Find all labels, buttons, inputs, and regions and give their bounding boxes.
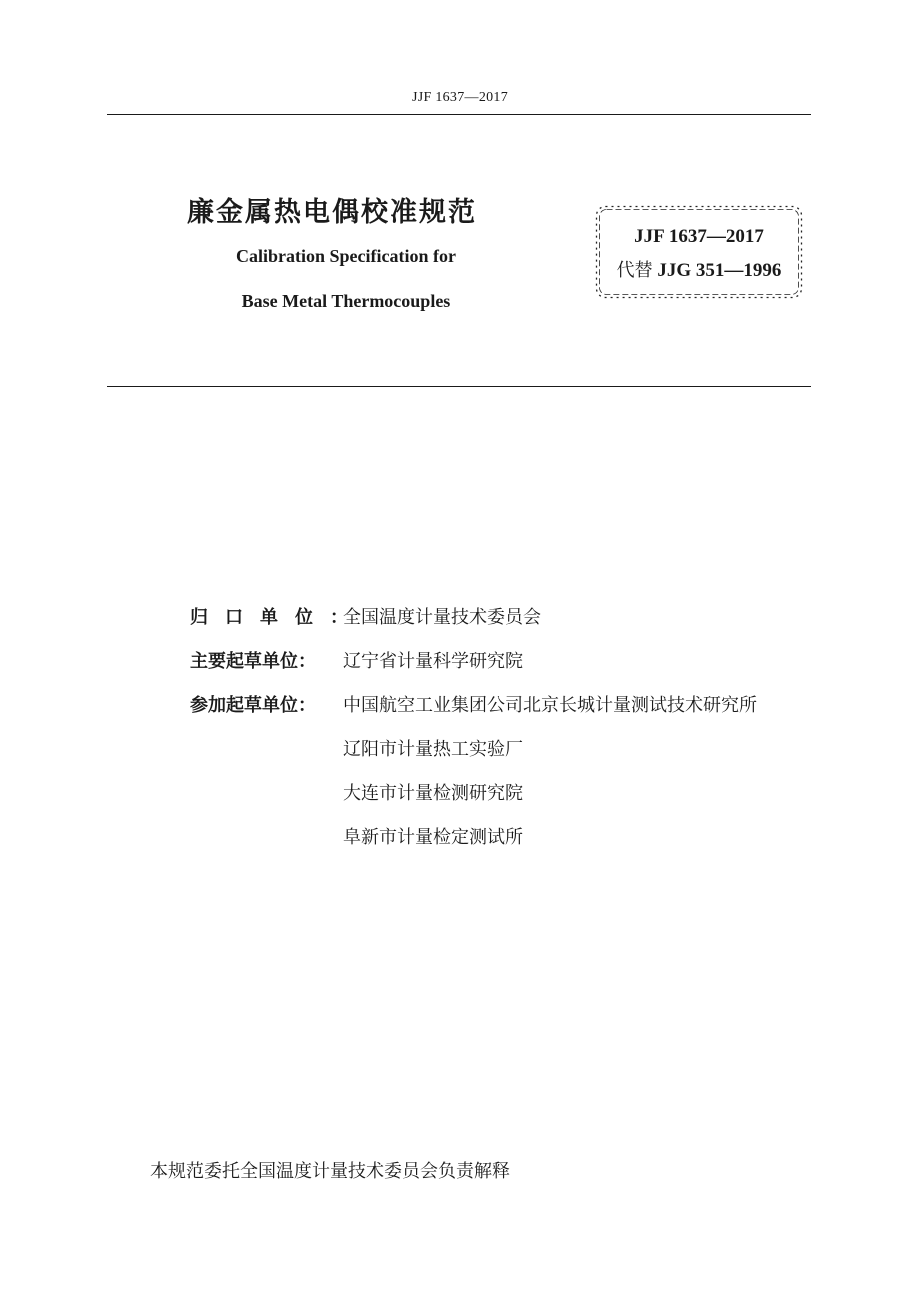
code-box-border	[594, 204, 804, 300]
org-value-responsible: 全国温度计量技术委员会	[343, 607, 541, 628]
org-value-main-drafter: 辽宁省计量科学研究院	[343, 651, 523, 672]
org-value-participating-2: 辽阳市计量热工实验厂	[343, 739, 523, 760]
org-label-responsible: 归口单位：	[190, 607, 365, 628]
replaces-line	[594, 256, 804, 282]
replaces-code: JJG 351—1996	[657, 260, 782, 281]
org-value-participating-1: 中国航空工业集团公司北京长城计量测试技术研究所	[343, 695, 757, 716]
header-divider	[107, 114, 811, 115]
running-header-code: JJF 1637—2017	[411, 90, 509, 105]
title-english-line1: Calibration Specification for	[236, 246, 456, 266]
org-value-participating-4: 阜新市计量检定测试所	[343, 827, 523, 848]
interpretation-note: 本规范委托全国温度计量技术委员会负责解释	[150, 1161, 510, 1182]
title-english-line2: Base Metal Thermocouples	[241, 291, 451, 311]
replaces-prefix: 代替	[616, 260, 653, 281]
title-chinese: 廉金属热电偶校准规范	[187, 197, 477, 228]
standard-code-box	[594, 204, 804, 300]
org-label-main-drafter: 主要起草单位：	[190, 651, 316, 672]
title-divider	[107, 386, 811, 387]
standard-code: JJF 1637—2017	[634, 226, 764, 247]
org-value-participating-3: 大连市计量检测研究院	[343, 783, 523, 804]
org-label-participating: 参加起草单位：	[190, 695, 316, 716]
